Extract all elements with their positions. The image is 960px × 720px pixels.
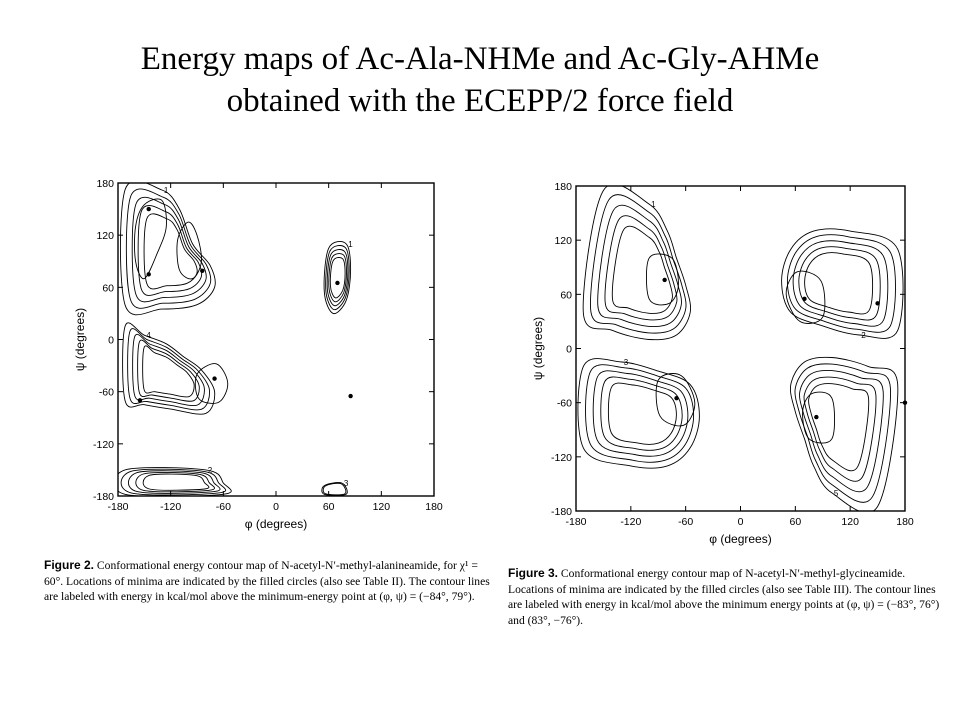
figure-3-caption-text: Conformational energy contour map of N-acetyl-N′-methyl-glycineamide. Locations of minima are indicated by the filled circles (also see Table III). The contour lines are labeled with energy in kcal/mol above the minimum energy points at (φ, ψ) = (−83°, 76°) and (83°, −76°). <box>508 567 940 627</box>
x-tick-label: 180 <box>425 501 443 513</box>
plot-frame <box>576 186 905 511</box>
contour-value-label: 2 <box>207 465 213 475</box>
contour-line <box>134 199 166 279</box>
y-tick-label: 0 <box>108 334 114 347</box>
x-tick-label: -180 <box>565 516 587 528</box>
contour-line <box>590 195 686 334</box>
y-tick-label: 0 <box>566 343 572 356</box>
minimum-marker <box>814 415 818 419</box>
x-tick-label: -60 <box>678 516 694 528</box>
figure-3-caption <box>508 566 952 628</box>
y-axis-label: ψ (degrees) <box>73 307 87 372</box>
x-tick-label: 120 <box>372 501 391 513</box>
x-tick-label: -180 <box>107 501 129 513</box>
figure-2-caption-text: Conformational energy contour map of N-acetyl-N′-methyl-alanineamide, for χ¹ = 60°. Locations of minima are indicated by the filled circles (also see Table II). The contour lines are labeled with energy in kcal/mol above the minimum-energy point at (φ, ψ) = (−84°, 79°). <box>44 559 490 603</box>
x-tick-label: 60 <box>789 516 802 528</box>
x-tick-label: 0 <box>737 516 744 528</box>
contour-line <box>601 377 682 450</box>
contour-line <box>143 346 195 397</box>
y-tick-label: -120 <box>92 438 114 451</box>
x-tick-label: -120 <box>160 501 182 513</box>
slide-title-line-1: Energy maps of Ac-Ala-NHMe and Ac-Gly-AHMe <box>140 41 820 77</box>
y-tick-label: 180 <box>96 178 114 190</box>
minimum-marker <box>802 297 806 301</box>
figure-2-contour-map <box>60 170 500 550</box>
y-axis-label: ψ (degrees) <box>531 316 545 381</box>
x-axis-label: φ (degrees) <box>709 532 772 546</box>
contour-line <box>809 384 869 471</box>
slide-title <box>0 38 960 122</box>
figure-2-caption <box>44 558 492 605</box>
contour-line <box>138 206 202 296</box>
contour-line <box>805 253 873 314</box>
figure-2-caption-label: Figure 2. <box>44 558 95 572</box>
x-tick-label: -60 <box>215 501 231 513</box>
x-tick-label: 180 <box>896 516 914 528</box>
contour-value-label: 1 <box>651 200 656 210</box>
minimum-marker <box>662 278 666 282</box>
minimum-marker <box>147 272 151 276</box>
x-tick-label: 60 <box>322 501 335 513</box>
y-tick-label: -60 <box>556 397 572 410</box>
contour-line <box>598 205 682 326</box>
contour-value-label: 1 <box>348 239 353 249</box>
contour-line <box>586 365 694 463</box>
contour-line <box>608 383 676 444</box>
x-tick-label: 120 <box>841 516 859 528</box>
y-tick-label: -60 <box>98 386 114 399</box>
minimum-marker <box>875 301 879 305</box>
contour-line <box>795 364 891 503</box>
minimum-marker <box>147 207 151 211</box>
x-tick-label: 0 <box>273 501 279 513</box>
minimum-marker <box>212 376 216 380</box>
contour-value-label: 4 <box>146 331 151 341</box>
contour-line <box>138 340 200 401</box>
minimum-marker <box>200 269 204 273</box>
figure-2-panel <box>60 170 500 550</box>
minimum-marker <box>335 281 339 285</box>
y-tick-label: -120 <box>550 451 572 464</box>
minimum-marker <box>674 396 678 400</box>
contour-value-label: 1 <box>163 185 169 195</box>
y-tick-label: -180 <box>92 491 114 503</box>
contour-lines <box>578 184 903 513</box>
y-tick-label: 60 <box>102 282 114 295</box>
contour-line <box>800 370 884 491</box>
contour-line <box>612 226 672 313</box>
slide-title-line-2: obtained with the ECEPP/2 force field <box>226 83 734 119</box>
minimum-marker <box>348 394 352 398</box>
x-tick-label: -120 <box>620 516 642 528</box>
contour-value-label: 3 <box>623 358 629 368</box>
figure-3-caption-label: Figure 3. <box>508 566 559 580</box>
contour-value-label: 2 <box>861 330 866 340</box>
y-tick-label: -180 <box>550 506 572 518</box>
figure-3-contour-map <box>520 172 960 562</box>
contour-line <box>143 474 209 490</box>
minimum-marker <box>138 398 142 402</box>
contour-line <box>799 247 880 320</box>
contour-line <box>330 258 345 298</box>
x-axis-label: φ (degrees) <box>244 517 308 531</box>
y-tick-label: 120 <box>554 235 572 248</box>
figure-3-panel <box>520 172 960 562</box>
y-tick-label: 120 <box>96 230 114 243</box>
contour-value-label: 5 <box>833 488 839 498</box>
y-tick-label: 60 <box>560 289 572 302</box>
contour-value-label: 3 <box>343 478 349 488</box>
contour-line <box>323 483 346 495</box>
y-tick-label: 180 <box>554 181 572 193</box>
contour-line <box>787 235 895 333</box>
